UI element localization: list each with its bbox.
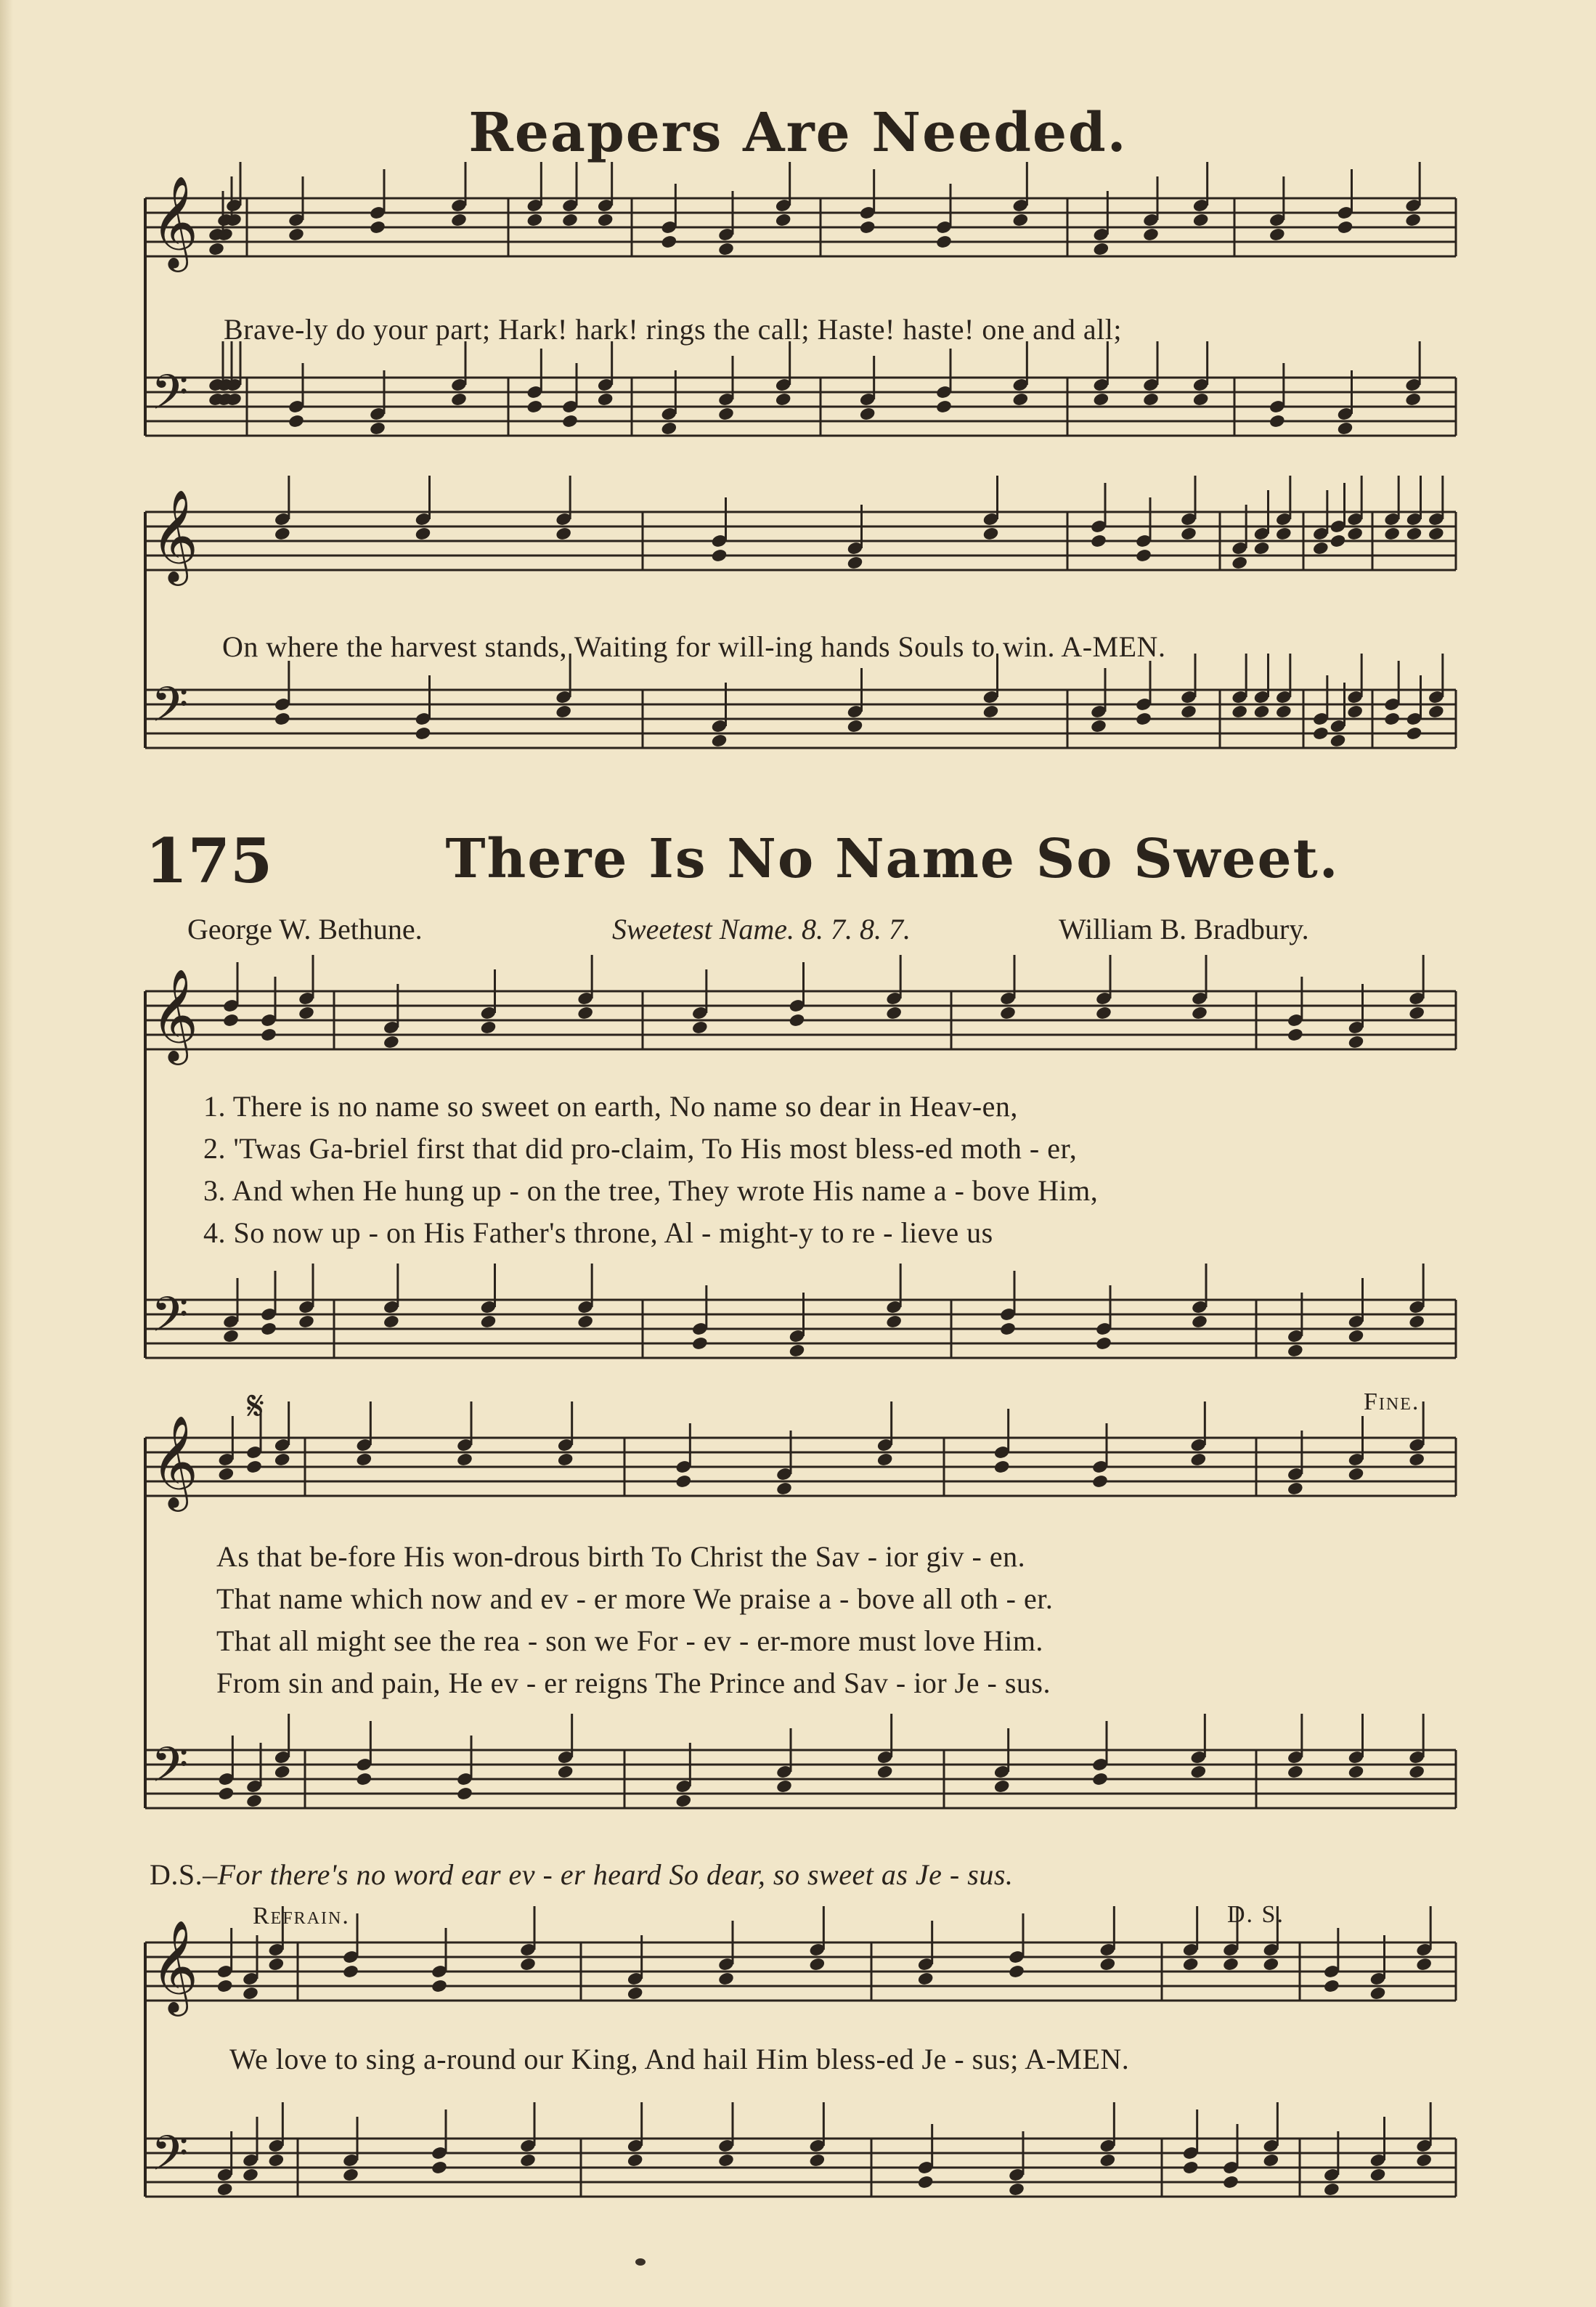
svg-text:𝄢: 𝄢 — [151, 1737, 189, 1804]
svg-text:𝄢: 𝄢 — [151, 365, 189, 432]
ds-text: For there's no word ear ev - er heard So dear, so sweet as Je - sus. — [217, 1858, 1014, 1891]
ds-mark: D. S. — [1227, 1901, 1284, 1928]
page-ornament — [635, 2258, 646, 2266]
svg-text:𝄞: 𝄞 — [151, 1919, 199, 2012]
tune-meter: Sweetest Name. 8. 7. 8. 7. — [612, 913, 911, 945]
svg-text:𝄞: 𝄞 — [151, 968, 199, 1061]
verse-4-line-a: 4. So now up - on His Father's throne, Al - might-y to re - lieve us — [203, 1216, 993, 1249]
author: George W. Bethune. — [187, 913, 423, 945]
refrain-label: Refrain. — [253, 1903, 350, 1929]
verse-4-line-b: From sin and pain, He ev - er reigns The Prince and Sav - ior Je - sus. — [216, 1667, 1051, 1699]
verse-3-line-a: 3. And when He hung up - on the tree, They wrote His name a - bove Him, — [203, 1174, 1099, 1207]
verse-3-line-b: That all might see the rea - son we For - ev - er-more must love Him. — [216, 1624, 1043, 1657]
verse-1-line-b: As that be-fore His won-drous birth To Christ the Sav - ior giv - en. — [216, 1540, 1026, 1573]
hymn-174-lyrics-2: On where the harvest stands, Waiting for will-ing hands Souls to win. A-MEN. — [222, 630, 1166, 663]
verse-2-line-a: 2. 'Twas Ga-briel first that did pro-claim, To His most bless-ed moth - er, — [203, 1132, 1078, 1165]
segno-sign: 𝄋 — [247, 1384, 265, 1429]
svg-text:𝄢: 𝄢 — [151, 2125, 189, 2193]
composer: William B. Bradbury. — [1059, 913, 1309, 945]
hymn-number: 175 — [145, 825, 273, 897]
ds-line — [150, 1858, 1013, 1892]
verse-2-line-b: That name which now and ev - er more We praise a - bove all oth - er. — [216, 1582, 1054, 1615]
hymn-174-title: Reapers Are Needed. — [468, 102, 1128, 164]
svg-text:𝄞: 𝄞 — [151, 1415, 199, 1508]
hymn-174-lyrics-1: Brave-ly do your part; Hark! hark! rings the call; Haste! haste! one and all; — [224, 313, 1122, 346]
svg-text:𝄞: 𝄞 — [151, 175, 199, 268]
hymn-credits — [187, 912, 1422, 948]
svg-text:𝄢: 𝄢 — [151, 1287, 189, 1354]
ds-label: D.S.– — [150, 1858, 218, 1891]
refrain-lyrics: We love to sing a-round our King, And hail Him bless-ed Je - sus; A-MEN. — [229, 2043, 1130, 2075]
svg-text:𝄢: 𝄢 — [151, 677, 189, 744]
svg-text:𝄞: 𝄞 — [151, 489, 199, 582]
verse-1-line-a: 1. There is no name so sweet on earth, No name so dear in Heav-en, — [203, 1090, 1018, 1123]
fine-mark: Fine. — [1364, 1388, 1420, 1415]
hymn-175-title: There Is No Name So Sweet. — [445, 828, 1340, 890]
